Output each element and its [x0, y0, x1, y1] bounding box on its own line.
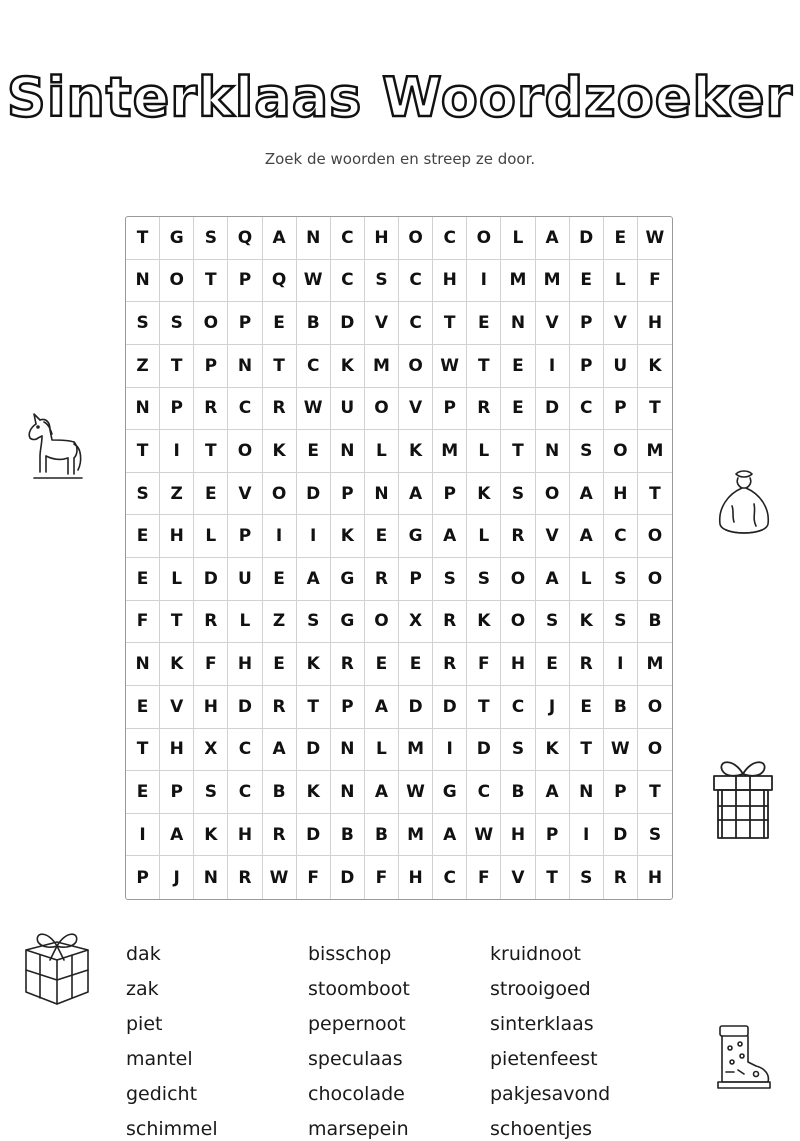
grid-cell[interactable]: H	[501, 643, 535, 686]
word-item: gedicht	[126, 1083, 198, 1105]
grid-cell[interactable]: J	[160, 856, 194, 899]
grid-cell[interactable]: J	[536, 686, 570, 729]
grid-cell[interactable]: O	[263, 473, 297, 516]
grid-cell[interactable]: O	[536, 473, 570, 516]
grid-cell[interactable]: A	[297, 558, 331, 601]
grid-cell[interactable]: R	[501, 515, 535, 558]
grid-cell[interactable]: E	[263, 302, 297, 345]
word-item: zak	[126, 978, 159, 1000]
grid-cell[interactable]: H	[399, 856, 433, 899]
grid-cell[interactable]: S	[433, 558, 467, 601]
grid-cell[interactable]: N	[297, 217, 331, 260]
grid-cell[interactable]: K	[467, 601, 501, 644]
grid-cell[interactable]: H	[604, 473, 638, 516]
grid-cell[interactable]: C	[228, 388, 262, 431]
grid-cell[interactable]: I	[433, 729, 467, 772]
grid-cell[interactable]: E	[126, 771, 160, 814]
grid-cell[interactable]: V	[160, 686, 194, 729]
grid-cell[interactable]: W	[297, 388, 331, 431]
grid-cell[interactable]: K	[160, 643, 194, 686]
grid-cell[interactable]: S	[638, 814, 672, 857]
grid-cell[interactable]: A	[263, 729, 297, 772]
grid-cell[interactable]: B	[331, 814, 365, 857]
grid-cell[interactable]: M	[536, 260, 570, 303]
grid-cell[interactable]: S	[126, 473, 160, 516]
grid-cell[interactable]: C	[297, 345, 331, 388]
grid-cell[interactable]: K	[467, 473, 501, 516]
grid-cell[interactable]: E	[126, 686, 160, 729]
word-item: speculaas	[308, 1048, 403, 1070]
horse-icon	[26, 410, 86, 484]
grid-cell[interactable]: G	[331, 601, 365, 644]
grid-cell[interactable]: O	[160, 260, 194, 303]
grid-cell[interactable]: V	[399, 388, 433, 431]
grid-cell[interactable]: H	[228, 643, 262, 686]
grid-cell[interactable]: H	[365, 217, 399, 260]
grid-cell[interactable]: I	[126, 814, 160, 857]
grid-cell[interactable]: A	[365, 686, 399, 729]
grid-cell[interactable]: N	[570, 771, 604, 814]
grid-cell[interactable]: R	[194, 601, 228, 644]
grid-cell[interactable]: C	[433, 217, 467, 260]
grid-cell[interactable]: N	[228, 345, 262, 388]
word-item: chocolade	[308, 1083, 405, 1105]
grid-cell[interactable]: S	[501, 473, 535, 516]
grid-cell[interactable]: W	[297, 260, 331, 303]
grid-cell[interactable]: V	[365, 302, 399, 345]
grid-cell[interactable]: N	[331, 430, 365, 473]
word-item: stoomboot	[308, 978, 410, 1000]
grid-cell[interactable]: O	[638, 729, 672, 772]
grid-cell[interactable]: M	[365, 345, 399, 388]
grid-cell[interactable]: A	[536, 771, 570, 814]
grid-cell[interactable]: S	[365, 260, 399, 303]
grid-cell[interactable]: K	[331, 515, 365, 558]
grid-cell[interactable]: D	[297, 814, 331, 857]
grid-cell[interactable]: C	[604, 515, 638, 558]
grid-cell[interactable]: I	[297, 515, 331, 558]
grid-cell[interactable]: E	[126, 558, 160, 601]
grid-cell[interactable]: L	[570, 558, 604, 601]
word-item: pakjesavond	[490, 1083, 611, 1105]
grid-cell[interactable]: Z	[126, 345, 160, 388]
grid-cell[interactable]: D	[297, 473, 331, 516]
gift-sack-icon	[712, 466, 776, 542]
grid-cell[interactable]: S	[160, 302, 194, 345]
grid-cell[interactable]: T	[160, 345, 194, 388]
grid-cell[interactable]: W	[399, 771, 433, 814]
grid-cell[interactable]: T	[570, 729, 604, 772]
grid-cell[interactable]: M	[638, 643, 672, 686]
grid-cell[interactable]: N	[331, 729, 365, 772]
grid-cell[interactable]: T	[297, 686, 331, 729]
grid-cell[interactable]: C	[501, 686, 535, 729]
grid-cell[interactable]: V	[536, 302, 570, 345]
grid-cell[interactable]: C	[467, 771, 501, 814]
grid-cell[interactable]: I	[570, 814, 604, 857]
grid-cell[interactable]: O	[501, 558, 535, 601]
grid-cell[interactable]: P	[160, 771, 194, 814]
grid-cell[interactable]: T	[467, 345, 501, 388]
grid-cell[interactable]: P	[228, 302, 262, 345]
grid-cell[interactable]: O	[399, 345, 433, 388]
grid-cell[interactable]: W	[604, 729, 638, 772]
grid-cell[interactable]: P	[228, 260, 262, 303]
grid-cell[interactable]: E	[263, 558, 297, 601]
grid-cell[interactable]: F	[467, 856, 501, 899]
grid-cell[interactable]: H	[501, 814, 535, 857]
grid-cell[interactable]: S	[570, 856, 604, 899]
word-item: marsepein	[308, 1118, 409, 1140]
word-item: pepernoot	[308, 1013, 406, 1035]
grid-cell[interactable]: A	[536, 558, 570, 601]
grid-cell[interactable]: O	[399, 217, 433, 260]
grid-cell[interactable]: F	[638, 260, 672, 303]
grid-cell[interactable]: T	[638, 388, 672, 431]
grid-cell[interactable]: V	[536, 515, 570, 558]
grid-cell[interactable]: K	[536, 729, 570, 772]
grid-cell[interactable]: C	[570, 388, 604, 431]
grid-cell[interactable]: O	[638, 558, 672, 601]
grid-cell[interactable]: A	[160, 814, 194, 857]
word-item: mantel	[126, 1048, 193, 1070]
grid-cell[interactable]: R	[263, 388, 297, 431]
grid-cell[interactable]: G	[433, 771, 467, 814]
grid-cell[interactable]: H	[228, 814, 262, 857]
grid-cell[interactable]: L	[194, 515, 228, 558]
grid-cell[interactable]: R	[433, 601, 467, 644]
grid-cell[interactable]: S	[194, 217, 228, 260]
word-item: strooigoed	[490, 978, 591, 1000]
word-item: bisschop	[308, 943, 392, 965]
grid-cell[interactable]: R	[331, 643, 365, 686]
grid-cell[interactable]: T	[194, 430, 228, 473]
grid-cell[interactable]: K	[263, 430, 297, 473]
grid-cell[interactable]: T	[638, 771, 672, 814]
grid-cell[interactable]: P	[331, 473, 365, 516]
gift-box-icon	[708, 752, 778, 842]
grid-cell[interactable]: C	[433, 856, 467, 899]
grid-cell[interactable]: H	[638, 302, 672, 345]
grid-cell[interactable]: B	[604, 686, 638, 729]
grid-cell[interactable]: S	[194, 771, 228, 814]
grid-cell[interactable]: R	[263, 814, 297, 857]
grid-cell[interactable]: E	[570, 686, 604, 729]
grid-cell[interactable]: A	[399, 473, 433, 516]
gift-box-bow-icon	[20, 928, 94, 1008]
grid-cell[interactable]: M	[638, 430, 672, 473]
grid-cell[interactable]: P	[604, 388, 638, 431]
grid-cell[interactable]: Q	[263, 260, 297, 303]
grid-cell[interactable]: R	[228, 856, 262, 899]
grid-cell[interactable]: S	[126, 302, 160, 345]
grid-cell[interactable]: T	[467, 686, 501, 729]
grid-cell[interactable]: L	[467, 515, 501, 558]
grid-cell[interactable]: L	[160, 558, 194, 601]
grid-cell[interactable]: S	[467, 558, 501, 601]
grid-cell[interactable]: E	[570, 260, 604, 303]
grid-cell[interactable]: A	[570, 515, 604, 558]
grid-cell[interactable]: A	[365, 771, 399, 814]
grid-cell[interactable]: X	[399, 601, 433, 644]
grid-cell[interactable]: S	[536, 601, 570, 644]
word-item: piet	[126, 1013, 163, 1035]
grid-cell[interactable]: F	[365, 856, 399, 899]
grid-cell[interactable]: O	[638, 686, 672, 729]
grid-cell[interactable]: E	[263, 643, 297, 686]
grid-cell[interactable]: E	[501, 345, 535, 388]
grid-cell[interactable]: B	[263, 771, 297, 814]
word-item: schimmel	[126, 1118, 218, 1140]
grid-cell[interactable]: M	[433, 430, 467, 473]
grid-cell[interactable]: B	[638, 601, 672, 644]
grid-cell[interactable]: C	[399, 260, 433, 303]
grid-cell[interactable]: G	[331, 558, 365, 601]
grid-cell[interactable]: C	[331, 217, 365, 260]
grid-cell[interactable]: O	[365, 388, 399, 431]
grid-cell[interactable]: C	[228, 771, 262, 814]
grid-cell[interactable]: R	[570, 643, 604, 686]
letter-grid	[125, 216, 673, 900]
grid-cell[interactable]: N	[331, 771, 365, 814]
boot-icon	[712, 1022, 774, 1096]
grid-cell[interactable]: P	[126, 856, 160, 899]
grid-cell[interactable]: B	[365, 814, 399, 857]
grid-cell[interactable]: H	[433, 260, 467, 303]
grid-cell[interactable]: I	[604, 643, 638, 686]
word-list	[126, 942, 686, 1141]
grid-cell[interactable]: T	[536, 856, 570, 899]
grid-cell[interactable]: E	[399, 643, 433, 686]
grid-cell[interactable]: D	[570, 217, 604, 260]
grid-cell[interactable]: D	[228, 686, 262, 729]
grid-cell[interactable]: S	[570, 430, 604, 473]
grid-cell[interactable]: C	[331, 260, 365, 303]
grid-cell[interactable]: S	[297, 601, 331, 644]
grid-cell[interactable]: E	[467, 302, 501, 345]
grid-cell[interactable]: Q	[228, 217, 262, 260]
word-item: sinterklaas	[490, 1013, 594, 1035]
grid-cell[interactable]: E	[536, 643, 570, 686]
grid-cell[interactable]: O	[467, 217, 501, 260]
grid-cell[interactable]: N	[536, 430, 570, 473]
grid-cell[interactable]: N	[501, 302, 535, 345]
grid-cell[interactable]: W	[433, 345, 467, 388]
grid-cell[interactable]: P	[399, 558, 433, 601]
grid-cell[interactable]: P	[433, 473, 467, 516]
grid-cell[interactable]: N	[365, 473, 399, 516]
grid-cell[interactable]: F	[126, 601, 160, 644]
grid-cell[interactable]: N	[126, 643, 160, 686]
grid-cell[interactable]: L	[228, 601, 262, 644]
grid-cell[interactable]: T	[126, 430, 160, 473]
grid-cell[interactable]: P	[570, 302, 604, 345]
grid-cell[interactable]: G	[160, 217, 194, 260]
grid-cell[interactable]: L	[467, 430, 501, 473]
grid-cell[interactable]: D	[297, 729, 331, 772]
grid-cell[interactable]: I	[467, 260, 501, 303]
grid-cell[interactable]: P	[194, 345, 228, 388]
word-item: dak	[126, 943, 161, 965]
grid-cell[interactable]: M	[399, 729, 433, 772]
grid-cell[interactable]: K	[331, 345, 365, 388]
grid-cell[interactable]: T	[433, 302, 467, 345]
grid-cell[interactable]: H	[160, 515, 194, 558]
grid-cell[interactable]: N	[126, 260, 160, 303]
grid-cell[interactable]: I	[536, 345, 570, 388]
grid-cell[interactable]: I	[263, 515, 297, 558]
grid-cell[interactable]: B	[501, 771, 535, 814]
grid-cell[interactable]: V	[501, 856, 535, 899]
grid-cell[interactable]: K	[638, 345, 672, 388]
word-item: kruidnoot	[490, 943, 581, 965]
grid-cell[interactable]: R	[433, 643, 467, 686]
grid-cell[interactable]: D	[536, 388, 570, 431]
grid-cell[interactable]: D	[433, 686, 467, 729]
grid-cell[interactable]: H	[194, 686, 228, 729]
grid-cell[interactable]: E	[297, 430, 331, 473]
grid-cell[interactable]: L	[501, 217, 535, 260]
grid-cell[interactable]: Z	[160, 473, 194, 516]
grid-cell[interactable]: K	[399, 430, 433, 473]
grid-cell[interactable]: L	[365, 430, 399, 473]
grid-cell[interactable]: R	[194, 388, 228, 431]
grid-cell[interactable]: D	[331, 856, 365, 899]
grid-cell[interactable]: N	[194, 856, 228, 899]
grid-cell[interactable]: T	[126, 217, 160, 260]
grid-cell[interactable]: B	[297, 302, 331, 345]
word-item: schoentjes	[490, 1118, 593, 1140]
grid-cell[interactable]: U	[604, 345, 638, 388]
grid-cell[interactable]: P	[228, 515, 262, 558]
grid-cell[interactable]: M	[399, 814, 433, 857]
grid-cell[interactable]: T	[638, 473, 672, 516]
grid-cell[interactable]: U	[331, 388, 365, 431]
grid-cell[interactable]: A	[536, 217, 570, 260]
grid-cell[interactable]: W	[638, 217, 672, 260]
instructions: Zoek de woorden en streep ze door.	[264, 150, 536, 168]
grid-cell[interactable]: L	[604, 260, 638, 303]
grid-cell[interactable]: A	[433, 515, 467, 558]
grid-cell[interactable]: A	[433, 814, 467, 857]
grid-cell[interactable]: G	[399, 515, 433, 558]
grid-cell[interactable]: X	[194, 729, 228, 772]
grid-cell[interactable]: E	[194, 473, 228, 516]
grid-cell[interactable]: O	[365, 601, 399, 644]
grid-cell[interactable]: K	[297, 643, 331, 686]
grid-cell[interactable]: M	[501, 260, 535, 303]
grid-cell[interactable]: F	[297, 856, 331, 899]
grid-cell[interactable]: I	[160, 430, 194, 473]
grid-cell[interactable]: L	[365, 729, 399, 772]
grid-cell[interactable]: P	[160, 388, 194, 431]
grid-cell[interactable]: D	[467, 729, 501, 772]
grid-cell[interactable]: H	[647, 867, 663, 888]
grid-cell[interactable]: O	[501, 601, 535, 644]
grid-cell[interactable]: S	[604, 558, 638, 601]
grid-cell[interactable]: T	[194, 260, 228, 303]
grid-cell[interactable]: V	[604, 302, 638, 345]
grid-cell[interactable]: D	[331, 302, 365, 345]
grid-cell[interactable]: T	[501, 430, 535, 473]
grid-cell[interactable]: U	[228, 558, 262, 601]
grid-cell[interactable]: D	[194, 558, 228, 601]
grid-cell[interactable]: D	[399, 686, 433, 729]
word-item: pietenfeest	[490, 1048, 598, 1070]
grid-cell[interactable]: Z	[263, 601, 297, 644]
grid-cell[interactable]: A	[570, 473, 604, 516]
grid-cell[interactable]: R	[365, 558, 399, 601]
grid-cell[interactable]: R	[467, 388, 501, 431]
grid-cell[interactable]: P	[570, 345, 604, 388]
grid-cell[interactable]: O	[194, 302, 228, 345]
grid-cell[interactable]: W	[467, 814, 501, 857]
grid-cell[interactable]: H	[160, 729, 194, 772]
grid-cell[interactable]: F	[467, 643, 501, 686]
grid-cell[interactable]: V	[228, 473, 262, 516]
grid-cell[interactable]: K	[570, 601, 604, 644]
grid-cell[interactable]: R	[604, 856, 638, 899]
grid-cell[interactable]: E	[365, 643, 399, 686]
grid-cell[interactable]: S	[501, 729, 535, 772]
grid-cell[interactable]: K	[194, 814, 228, 857]
grid-cell[interactable]: O	[638, 515, 672, 558]
grid-cell[interactable]: W	[263, 856, 297, 899]
grid-cell[interactable]: C	[399, 302, 433, 345]
grid-cell[interactable]: E	[604, 217, 638, 260]
grid-cell[interactable]: E	[126, 515, 160, 558]
grid-cell[interactable]: A	[263, 217, 297, 260]
grid-cell[interactable]: C	[228, 729, 262, 772]
grid-cell[interactable]: O	[604, 430, 638, 473]
grid-cell[interactable]: R	[263, 686, 297, 729]
grid-cell[interactable]: N	[126, 388, 160, 431]
grid-cell[interactable]: P	[433, 388, 467, 431]
grid-cell[interactable]: P	[536, 814, 570, 857]
grid-cell[interactable]: T	[160, 601, 194, 644]
grid-cell[interactable]: F	[194, 643, 228, 686]
grid-cell[interactable]: E	[365, 515, 399, 558]
grid-cell[interactable]: T	[263, 345, 297, 388]
grid-cell[interactable]: S	[604, 601, 638, 644]
grid-cell[interactable]: K	[297, 771, 331, 814]
page-title: Sinterklaas Woordzoeker	[6, 66, 794, 129]
grid-cell[interactable]: T	[126, 729, 160, 772]
grid-cell[interactable]: P	[331, 686, 365, 729]
grid-cell[interactable]: P	[604, 771, 638, 814]
grid-cell[interactable]: O	[228, 430, 262, 473]
grid-cell[interactable]: E	[501, 388, 535, 431]
grid-cell[interactable]: D	[604, 814, 638, 857]
